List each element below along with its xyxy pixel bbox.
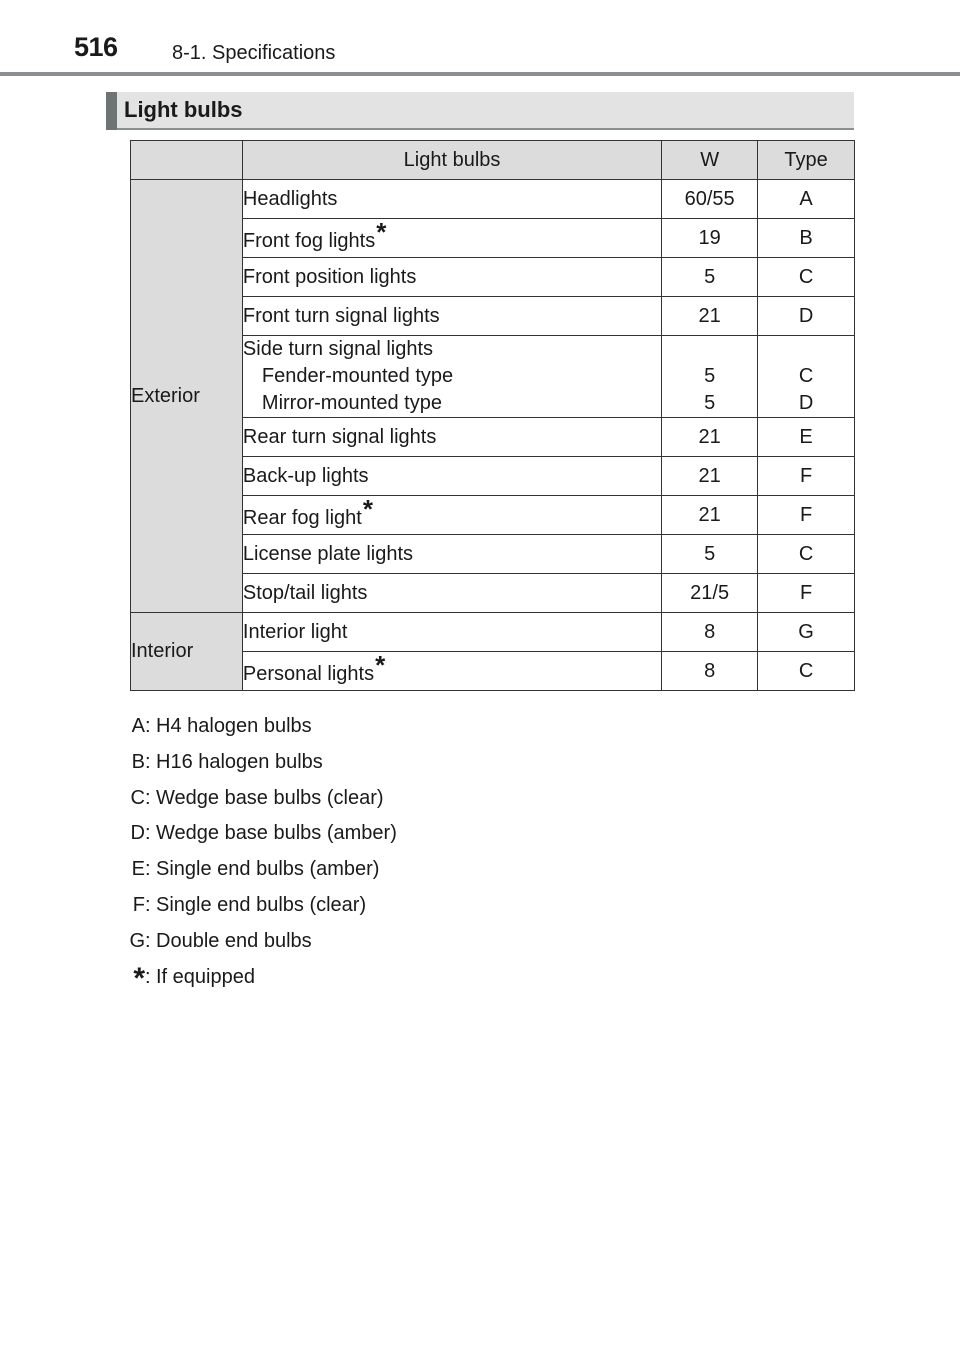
bulb-type: D bbox=[758, 297, 855, 336]
bulb-name: Front position lights bbox=[242, 258, 661, 297]
bulb-type: C bbox=[758, 652, 855, 691]
bulb-type: F bbox=[758, 574, 855, 613]
legend-item: B : H16 halogen bulbs bbox=[112, 748, 612, 784]
legend-description: Double end bulbs bbox=[156, 929, 312, 952]
bulb-type: C bbox=[758, 258, 855, 297]
bulb-type: B bbox=[758, 219, 855, 258]
bulb-name-cell bbox=[242, 493, 661, 535]
bulb-type: E bbox=[758, 418, 855, 457]
bulb-name-cell bbox=[242, 216, 661, 258]
bulb-wattage-cell bbox=[662, 336, 758, 418]
bulb-name: Front fog lights bbox=[242, 229, 376, 252]
legend-item: A : H4 halogen bulbs bbox=[112, 712, 612, 748]
bulb-name: Headlights bbox=[242, 180, 661, 219]
page-header bbox=[0, 0, 960, 78]
bulb-type: F bbox=[758, 496, 855, 535]
legend-description: H4 halogen bulbs bbox=[156, 715, 312, 737]
legend-key: C bbox=[130, 786, 145, 809]
bulb-name: Stop/tail lights bbox=[242, 574, 661, 613]
legend-description: Single end bulbs (amber) bbox=[156, 858, 380, 881]
column-header-type: Type bbox=[758, 141, 855, 180]
table-row bbox=[131, 613, 855, 652]
column-header-w: W bbox=[662, 141, 758, 180]
legend-item: C : Wedge base bulbs (clear) bbox=[112, 784, 612, 820]
bulb-wattage: 5 bbox=[704, 392, 716, 414]
bulb-type: G bbox=[758, 613, 855, 652]
bulb-wattage: 60/55 bbox=[662, 180, 758, 219]
bulb-type: D bbox=[798, 392, 814, 414]
group-interior: Interior bbox=[131, 613, 243, 691]
table-row bbox=[131, 180, 855, 219]
legend-description: Wedge base bulbs (amber) bbox=[156, 822, 397, 845]
bulb-subtype: Fender-mounted type bbox=[261, 365, 454, 387]
if-equipped-mark: * bbox=[376, 216, 387, 247]
bulb-wattage: 5 bbox=[662, 535, 758, 574]
bulb-wattage: 8 bbox=[662, 652, 758, 691]
bulb-wattage: 21/5 bbox=[662, 574, 758, 613]
legend-key: G bbox=[129, 929, 145, 952]
header-divider bbox=[0, 72, 960, 76]
legend-item: D : Wedge base bulbs (amber) bbox=[112, 819, 612, 855]
bulb-type-cell bbox=[758, 336, 855, 418]
legend-key: A bbox=[131, 715, 145, 737]
bulb-wattage: 5 bbox=[662, 258, 758, 297]
bulb-type: A bbox=[758, 180, 855, 219]
bulb-name-cell bbox=[242, 649, 661, 691]
bulb-type: F bbox=[758, 457, 855, 496]
bulb-name: Personal lights bbox=[242, 662, 375, 685]
column-header-group bbox=[131, 141, 243, 180]
bulb-wattage: 5 bbox=[704, 365, 716, 387]
heading-accent bbox=[106, 92, 117, 130]
bulb-wattage: 21 bbox=[662, 496, 758, 535]
legend-description: If equipped bbox=[156, 965, 255, 988]
if-equipped-mark: * bbox=[133, 961, 145, 995]
group-exterior: Exterior bbox=[131, 180, 243, 613]
bulb-name: Side turn signal lights bbox=[242, 338, 434, 360]
legend-item: G : Double end bulbs bbox=[112, 927, 612, 963]
section-title: 8-1. Specifications bbox=[172, 42, 336, 64]
legend-description: Single end bulbs (clear) bbox=[156, 893, 367, 916]
bulb-wattage: 19 bbox=[662, 219, 758, 258]
legend-item: * : If equipped bbox=[112, 963, 612, 999]
table-header-row bbox=[131, 141, 855, 180]
bulb-name: Interior light bbox=[242, 613, 661, 652]
legend-key: F bbox=[132, 893, 145, 916]
legend-key: B bbox=[131, 750, 145, 773]
bulb-name-cell bbox=[242, 336, 661, 418]
legend-key: E bbox=[131, 858, 145, 881]
bulb-name: Rear fog light bbox=[242, 506, 362, 529]
bulb-name: Rear turn signal lights bbox=[242, 418, 661, 457]
bulb-name: License plate lights bbox=[242, 535, 661, 574]
bulb-wattage: 21 bbox=[662, 457, 758, 496]
bulb-name: Back-up lights bbox=[242, 457, 661, 496]
legend-item: F : Single end bulbs (clear) bbox=[112, 891, 612, 927]
page-number: 516 bbox=[74, 32, 118, 62]
if-equipped-mark: * bbox=[375, 649, 386, 680]
section-heading-bar bbox=[106, 92, 854, 130]
legend-key: D bbox=[130, 822, 145, 845]
light-bulbs-table bbox=[130, 140, 855, 691]
if-equipped-mark: * bbox=[362, 493, 373, 524]
section-heading: Light bulbs bbox=[124, 97, 243, 122]
bulb-type: C bbox=[798, 365, 814, 387]
bulb-wattage: 21 bbox=[662, 418, 758, 457]
legend-description: Wedge base bulbs (clear) bbox=[156, 786, 384, 809]
column-header-light-bulbs: Light bulbs bbox=[242, 141, 661, 180]
legend-key-wrap bbox=[112, 963, 145, 999]
bulb-subtype: Mirror-mounted type bbox=[261, 392, 442, 414]
bulb-wattage: 8 bbox=[662, 613, 758, 652]
bulb-wattage: 21 bbox=[662, 297, 758, 336]
bulb-name: Front turn signal lights bbox=[242, 297, 661, 336]
legend-item: E : Single end bulbs (amber) bbox=[112, 855, 612, 891]
bulb-type-legend bbox=[112, 712, 612, 998]
legend-description: H16 halogen bulbs bbox=[156, 750, 323, 773]
bulb-type: C bbox=[758, 535, 855, 574]
